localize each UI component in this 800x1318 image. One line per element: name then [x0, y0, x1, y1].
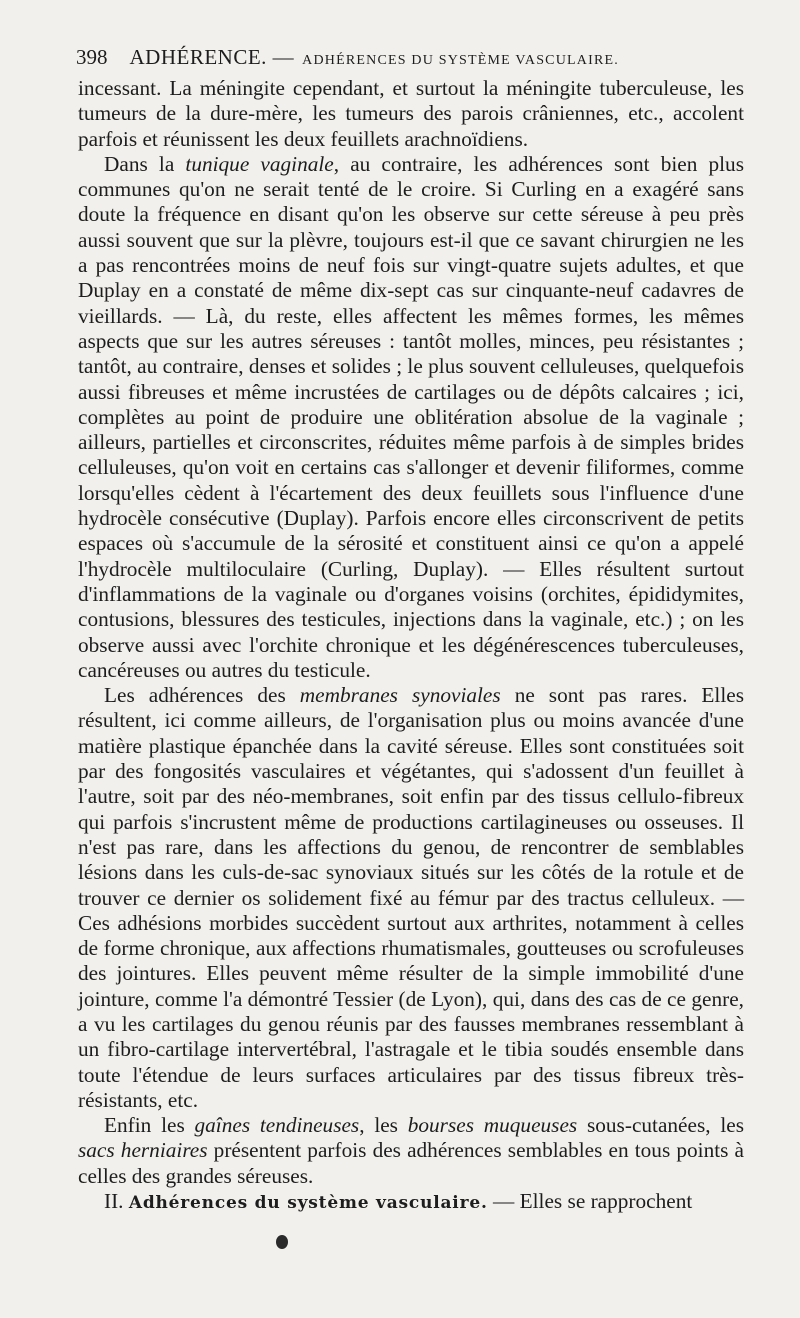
term-tunique-vaginale: tunique vaginale	[185, 151, 334, 176]
paragraph-text: , au contraire, les adhérences sont bien plus communes qu'on ne serait tenté de le croire. Si Curling en a exagéré sans doute la fréquence en disant qu'on les observe sur cette séreuse à peu près aussi souvent que sur la plèvre, toujours est-il que ce savant chirurgien ne les a pas rencontrées moins de neuf fois sur vingt-quatre sujets adultes, et que Duplay en a constaté de même dix-sept cas sur cinquante-neuf cadavres de vieillards. — Là, du reste, elles affectent les mêmes formes, les mêmes aspects que sur les autres séreuses : tantôt molles, minces, peu résistantes ; tantôt, au contraire, denses et solides ; le plus souvent celluleuses, quelquefois aussi fibreuses et même incrustées de cartilages ou de dépôts calcaires ; ici, complètes au point de produire une oblitération absolue de la vaginale ; ailleurs, partielles et circonscrites, réduites même parfois à de simples brides celluleuses, qu'on voit en certains cas s'allonger et devenir filiformes, comme lorsqu'elles cèdent à l'écartement des deux feuillets sous l'influence d'une hydrocèle consécutive (Duplay). Parfois encore elles circonscrivent de petits espaces où s'accumule de la sérosité et constituent ainsi ce qu'on a appelé l'hydrocèle multiloculaire (Curling, Duplay). — Elles résultent surtout d'inflammations de la vaginale ou d'organes voisins (orchites, épididymites, contusions, blessures des testicules, injections dans la vaginale, etc.) ; on les observe aussi avec l'orchite chronique et les dégénérescences tuberculeuses, cancéreuses ou autres du testicule.	[78, 151, 744, 682]
running-header	[76, 44, 744, 74]
paragraph-continuation	[78, 76, 744, 152]
term-gaines-tendineuses: gaînes tendineuses	[194, 1113, 360, 1138]
paragraph-text: incessant. La méningite cependant, et surtout la méningite tuberculeuse, les tumeurs de la dure-mère, les tumeurs des parois crâniennes, etc., accolent parfois et réunissent les deux feuillets arachnoïdiens.	[78, 76, 744, 151]
paragraph-text: , les	[359, 1113, 408, 1138]
paragraph-text: Dans la	[104, 151, 186, 176]
paragraph-text: sous-cutanées, les	[577, 1113, 744, 1138]
paragraph-gaines-tendineuses	[78, 1113, 744, 1189]
running-subtitle: ADHÉRENCES DU SYSTÈME VASCULAIRE.	[302, 53, 619, 68]
body-text	[78, 76, 744, 1216]
paragraph-text: Enfin les	[104, 1113, 195, 1138]
paragraph-text: présentent parfois des adhérences semblables en tous points à celles des grandes séreuses.	[78, 1138, 744, 1188]
ink-dot	[276, 1235, 288, 1249]
term-sacs-herniaires: sacs herniaires	[78, 1138, 208, 1163]
page-number: 398	[76, 45, 108, 69]
section-number: II.	[104, 1189, 129, 1214]
section-title: Adhérences du système vasculaire.	[128, 1193, 488, 1214]
paragraph-tunique-vaginale	[78, 152, 744, 683]
paragraph-text: ne sont pas rares. Elles résultent, ici comme ailleurs, de l'organisation plus ou moins avancée d'une matière plastique épanchée dans la cavité séreuse. Elles sont constituées soit par des fongosités vasculaires et végétantes, qui s'adossent d'un feuillet à l'autre, soit par des néo-membranes, soit enfin par des tissus cellulo-fibreux qui parfois s'incrustent même de productions cartilagineuses ou osseuses. Il n'est pas rare, dans les affections du genou, de rencontrer de semblables lésions dans les culs-de-sac synoviaux situés sur les côtés de la rotule et de trouver ce dernier os solidement fixé au fémur par des tractus celluleux. — Ces adhésions morbides succèdent surtout aux arthrites, notamment à celles de forme chronique, aux affections rhumatismales, goutteuses ou scrofuleuses des jointures. Elles peuvent même résulter de la simple immobilité d'une jointure, comme l'a démontré Tessier (de Lyon), qui, dans des cas de ce genre, a vu les cartilages du genou réunis par des fausses membranes ressemblant à un fibro-cartilage intervertébral, l'astragale et le tibia soudés ensemble dans toute l'étendue de leurs surfaces articulaires par des tissus fibreux très-résistants, etc.	[78, 683, 745, 1112]
running-title: ADHÉRENCE. —	[129, 45, 295, 69]
term-bourses-muqueuses: bourses muqueuses	[407, 1113, 578, 1138]
paragraph-text: Les adhérences des	[104, 683, 300, 708]
paragraph-section-ii	[78, 1189, 744, 1216]
paragraph-text: — Elles se rapprochent	[487, 1189, 693, 1214]
term-membranes-synoviales: membranes synoviales	[299, 683, 501, 708]
paragraph-membranes-synoviales	[78, 683, 744, 1113]
